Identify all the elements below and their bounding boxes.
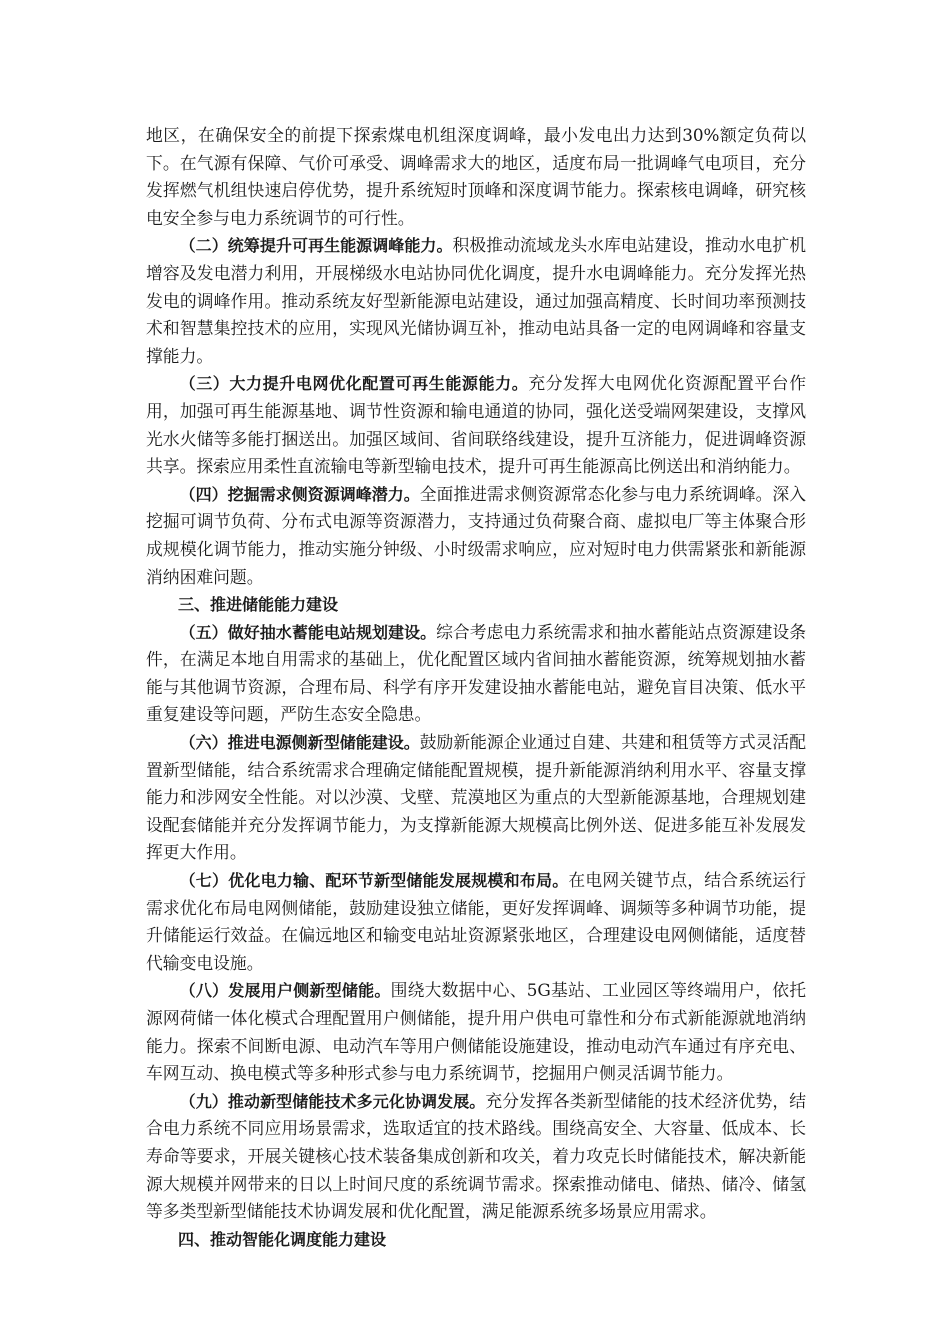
paragraph-0 bbox=[146, 122, 806, 232]
paragraph-text: 在电网关键节点，结合系统运行需求优化布局电网侧储能，鼓励建设独立储能，更好发挥调峰、调频等多种调节功能，提升储能运行效益。在偏远地区和输变电站址资源紧张地区，合理建设电网侧储能，适度替代输变电设施。 bbox=[146, 870, 806, 973]
paragraph-8 bbox=[146, 977, 806, 1087]
paragraph-9 bbox=[146, 1088, 806, 1226]
section-heading-4: 四、推动智能化调度能力建设 bbox=[178, 1229, 387, 1249]
paragraph-text: 充分发挥大电网优化资源配置平台作用，加强可再生能源基地、调节性资源和输电通道的协同，强化送受端网架建设，支撑风光水火储等多能打捆送出。加强区域间、省间联络线建设，提升互济能力，促进调峰资源共享。探索应用柔性直流输电等新型输电技术，提升可再生能源高比例送出和消纳能力。 bbox=[146, 373, 806, 477]
paragraph-3 bbox=[146, 481, 806, 591]
paragraph-text: 积极推动流域龙头水库电站建设，推动水电扩机增容及发电潜力利用，开展梯级水电站协同优化调度，提升水电调峰能力。充分发挥光热发电的调峰作用。推动系统友好型新能源电站建设，通过加强高精度、长时间功率预测技术和智慧集控技术的应用，实现风光储协调互补，推动电站具备一定的电网调峰和容量支撑能力。 bbox=[146, 235, 806, 366]
paragraph-5 bbox=[146, 619, 806, 729]
paragraph-2 bbox=[146, 370, 806, 480]
paragraph-text: 充分发挥各类新型储能的技术经济优势，结合电力系统不同应用场景需求，选取适宜的技术路线。围绕高安全、大容量、低成本、长寿命等要求，开展关键核心技术装备集成创新和攻关，着力攻克长时储能技术，解决新能源大规模并网带来的日以上时间尺度的系统调节需求。探索推动储电、储热、储冷、储氢等多类型新型储能技术协调发展和优化配置，满足能源系统多场景应用需求。 bbox=[146, 1090, 806, 1222]
paragraph-text: 全面推进需求侧资源常态化参与电力系统调峰。深入挖掘可调节负荷、分布式电源等资源潜力，支持通过负荷聚合商、虚拟电厂等主体聚合形成规模化调节能力，推动实施分钟级、小时级需求响应，应对短时电力供需紧张和新能源消纳困难问题。 bbox=[146, 483, 806, 587]
paragraph-lead: （八）发展用户侧新型储能。 bbox=[179, 981, 391, 1001]
paragraph-7 bbox=[146, 867, 806, 977]
paragraph-text: 地区，在确保安全的前提下探索煤电机组深度调峰，最小发电出力达到30%额定负荷以下。在气源有保障、气价可承受、调峰需求大的地区，适度布局一批调峰气电项目，充分发挥燃气机组快速启停优势，提升系统短时顶峰和深度调节能力。探索核电调峰，研究核电安全参与电力系统调节的可行性。 bbox=[146, 125, 806, 228]
paragraph-lead: （五）做好抽水蓄能电站规划建设。 bbox=[179, 622, 437, 642]
paragraph-6 bbox=[146, 729, 806, 867]
paragraph-lead: （七）优化电力输、配环节新型储能发展规模和布局。 bbox=[179, 871, 569, 891]
paragraph-lead: （三）大力提升电网优化配置可再生能源能力。 bbox=[179, 374, 529, 394]
paragraph-text: 围绕大数据中心、5G基站、工业园区等终端用户，依托源网荷储一体化模式合理配置用户侧储能，提升用户供电可靠性和分布式新能源就地消纳能力。探索不间断电源、电动汽车等用户侧储能设施建设，推动电动汽车通过有序充电、车网互动、换电模式等多种形式参与电力系统调节，挖掘用户侧灵活调节能力。 bbox=[146, 980, 806, 1084]
document-page bbox=[146, 122, 806, 1253]
paragraph-text: 鼓励新能源企业通过自建、共建和租赁等方式灵活配置新型储能，结合系统需求合理确定储能配置规模，提升新能源消纳利用水平、容量支撑能力和涉网安全性能。对以沙漠、戈壁、荒漠地区为重点的大型新能源基地，合理规划建设配套储能并充分发挥调节能力，为支撑新能源大规模高比例外送、促进多能互补发展发挥更大作用。 bbox=[146, 732, 806, 863]
paragraph-text: 综合考虑电力系统需求和抽水蓄能站点资源建设条件，在满足本地自用需求的基础上，优化配置区域内省间抽水蓄能资源，统筹规划抽水蓄能与其他调节资源，合理布局、科学有序开发建设抽水蓄能电站，避免盲目决策、低水平重复建设等问题，严防生态安全隐患。 bbox=[146, 621, 806, 725]
paragraph-lead: （六）推进电源侧新型储能建设。 bbox=[179, 733, 420, 753]
paragraph-1 bbox=[146, 232, 806, 370]
paragraph-lead: （四）挖掘需求侧资源调峰潜力。 bbox=[179, 484, 420, 504]
paragraph-lead: （九）推动新型储能技术多元化协调发展。 bbox=[179, 1091, 486, 1111]
section-heading-3: 三、推进储能能力建设 bbox=[178, 595, 339, 615]
paragraph-lead: （二）统筹提升可再生能源调峰能力。 bbox=[179, 236, 453, 256]
